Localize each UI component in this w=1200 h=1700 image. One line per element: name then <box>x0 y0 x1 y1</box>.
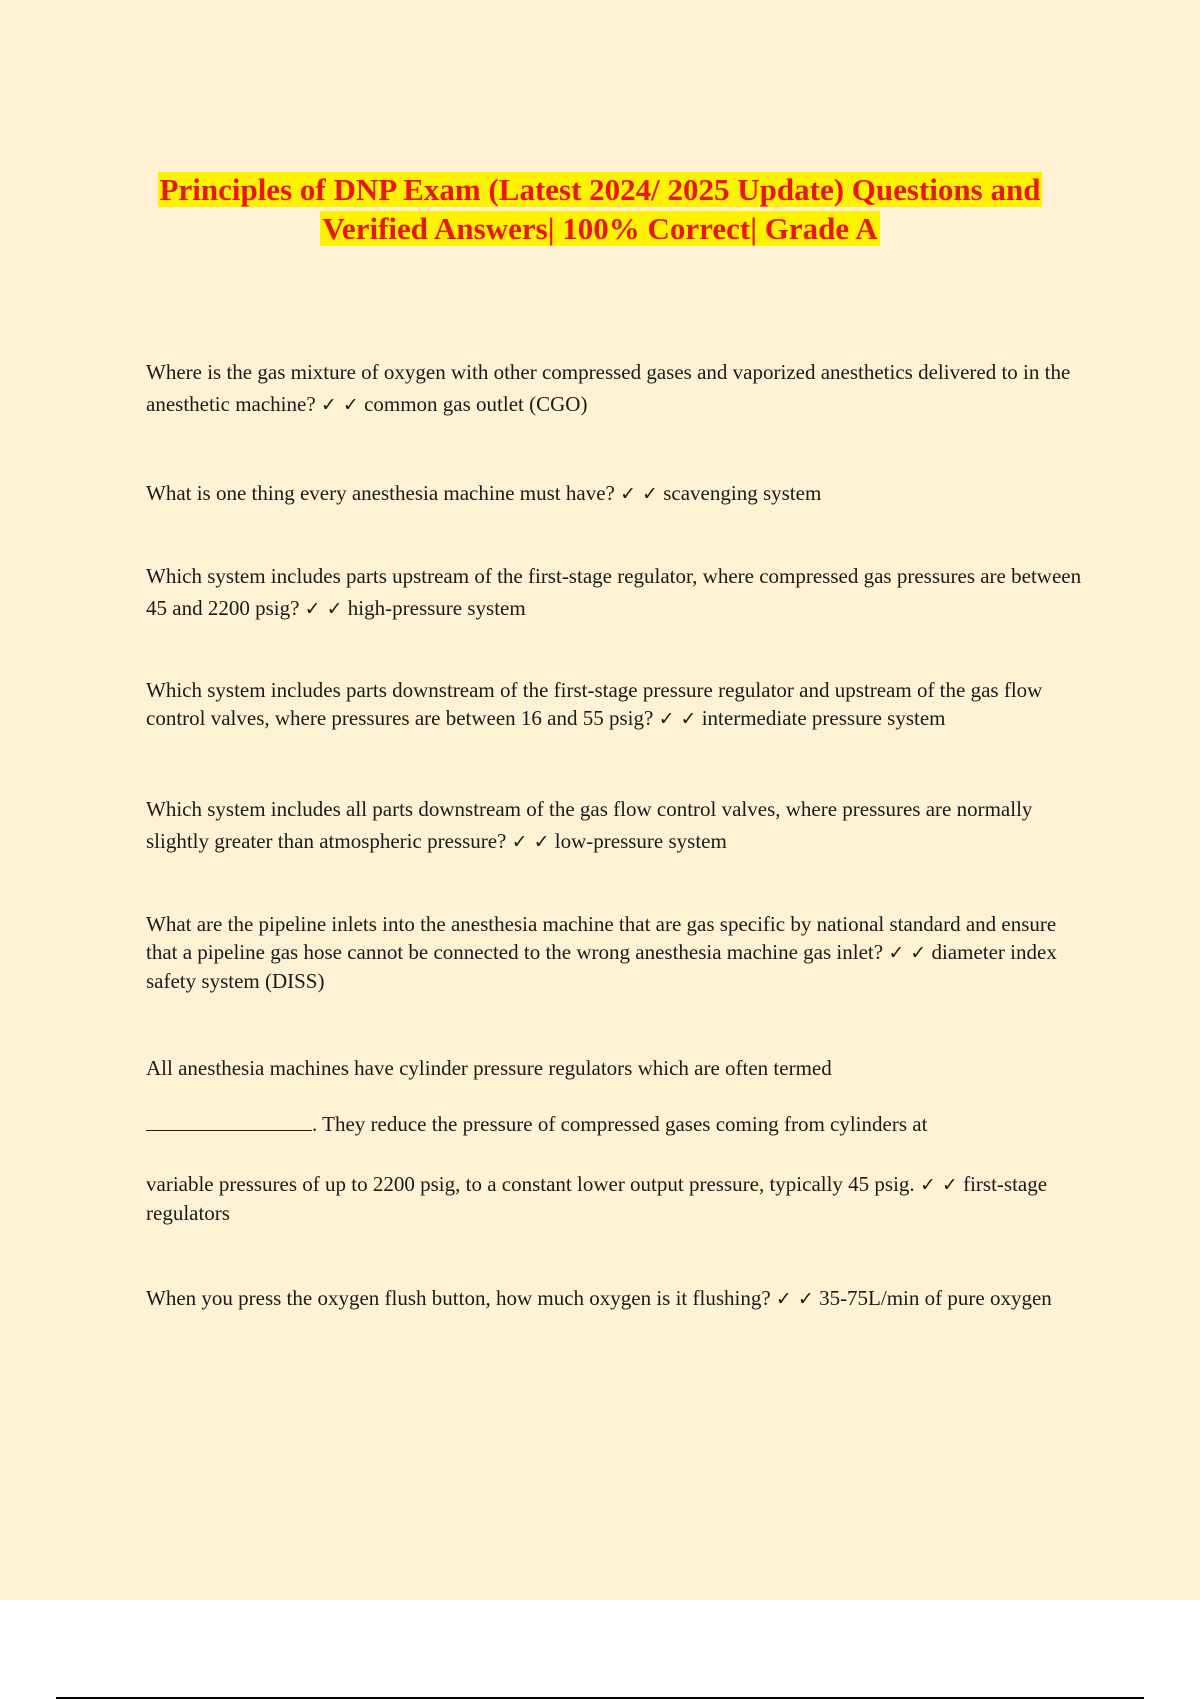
question-text: What is one thing every anesthesia machine must have? <box>146 481 615 505</box>
question-text: variable pressures of up to 2200 psig, to a constant lower output pressure, typically 45 psig. <box>146 1172 915 1196</box>
qa-item-1 <box>146 356 1086 421</box>
question-text: What are the pipeline inlets into the anesthesia machine that are gas specific by national standard and ensure that a pipeline gas hose cannot be connected to the wrong anesthesia machine gas inlet? <box>146 912 1057 964</box>
question-text: . They reduce the pressure of compressed gases coming from cylinders at <box>312 1112 928 1136</box>
answer-text: first-stage regulators <box>146 1172 1048 1225</box>
qa-item-8 <box>146 1284 1086 1313</box>
question-text: Where is the gas mixture of oxygen with other compressed gases and vaporized anesthetics delivered to in the anesthetic machine? <box>146 360 1071 416</box>
answer-text: intermediate pressure system <box>701 706 946 730</box>
title-line-2: Verified Answers| 100% Correct| Grade A <box>322 211 878 246</box>
qa-item-6 <box>146 910 1086 995</box>
qa-item-4 <box>146 676 1086 733</box>
qa-item-7-part1 <box>146 1052 1086 1084</box>
question-text: Which system includes parts downstream of the first-stage pressure regulator and upstream of the gas flow control valves, where pressures are between 16 and 55 psig? <box>146 678 1043 730</box>
check-marks-icon: ✓ ✓ <box>919 1174 958 1196</box>
footer-divider <box>56 1697 1144 1699</box>
qa-item-7-part3 <box>146 1170 1086 1227</box>
qa-item-7-part2 <box>146 1108 1086 1140</box>
question-text: When you press the oxygen flush button, how much oxygen is it flushing? <box>146 1286 771 1310</box>
question-text: All anesthesia machines have cylinder pressure regulators which are often termed <box>146 1056 832 1080</box>
answer-text: common gas outlet (CGO) <box>364 392 588 416</box>
answer-text: diameter index safety system (DISS) <box>146 940 1057 993</box>
check-marks-icon: ✓ ✓ <box>658 708 697 730</box>
check-marks-icon: ✓ ✓ <box>888 942 927 964</box>
document-title <box>0 170 1200 248</box>
qa-item-3 <box>146 560 1086 625</box>
answer-text: high-pressure system <box>347 596 526 620</box>
qa-item-5 <box>146 793 1086 858</box>
check-marks-icon: ✓ ✓ <box>511 831 550 853</box>
question-text: Which system includes all parts downstream of the gas flow control valves, where pressures are normally slightly greater than atmospheric pressure? <box>146 797 1033 853</box>
qa-item-2 <box>146 477 1086 510</box>
check-marks-icon: ✓ ✓ <box>620 483 658 505</box>
check-marks-icon: ✓ ✓ <box>304 598 343 620</box>
title-line-1: Principles of DNP Exam (Latest 2024/ 2025 Update) Questions and <box>159 172 1041 207</box>
fill-in-blank <box>146 1112 312 1131</box>
answer-text: low-pressure system <box>554 829 727 853</box>
answer-text: 35-75L/min of pure oxygen <box>819 1286 1052 1310</box>
check-marks-icon: ✓ ✓ <box>775 1288 814 1310</box>
answer-text: scavenging system <box>663 481 822 505</box>
check-marks-icon: ✓ ✓ <box>320 394 359 416</box>
question-text: Which system includes parts upstream of the first-stage regulator, where compressed gas pressures are between 45 and 2200 psig? <box>146 564 1082 620</box>
